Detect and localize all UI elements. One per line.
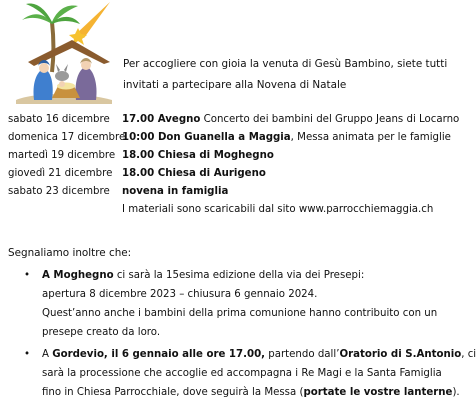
donkey-icon [55,64,69,81]
schedule-row [8,168,400,186]
schedule-event: 18.00 Chiesa di Moghegno [122,150,274,161]
place-moghegno: A Moghegno [42,270,114,281]
schedule-row [8,150,400,168]
intro-line-2: invitati a partecipare alla Novena di Natale [123,79,347,91]
list-item: • A Moghegno ci sarà la 15esima edizione della via dei Presepi: apertura 8 dicembre 2023 – chiusura 6 gennaio 2024. Quest’anno anche i bambini della prima comunione hanno contribuito con un presepe creato da loro. [22,266,394,342]
schedule-day: sabato 23 dicembre [8,186,110,197]
intro-line-1: Per accogliere con gioia la venuta di Gesù Bambino, siete tutti [123,58,448,70]
materials-note-row [8,204,434,222]
schedule-row [8,114,460,132]
announcements-list [22,266,476,402]
bullet-icon: • [24,270,31,281]
schedule-row [8,132,451,150]
schedule-day: martedì 19 dicembre [8,150,116,161]
novena-schedule [8,114,460,222]
schedule-day: domenica 17 dicembre [8,132,126,143]
also-heading: Segnaliamo inoltre che: [8,247,132,259]
schedule-event: 18.00 Chiesa di Aurigeno [122,168,266,179]
schedule-event: novena in famiglia [122,186,229,197]
nativity-illustration [14,0,114,104]
schedule-day: sabato 16 dicembre [8,114,110,125]
comet-star-icon [69,2,110,45]
schedule-day: giovedì 21 dicembre [8,168,113,179]
schedule-event: 10:00 Don Guanella a Maggia, Messa animata per le famiglie [122,132,451,143]
schedule-event: 17.00 Avegno Concerto dei bambini del Gruppo Jeans di Locarno [122,114,460,125]
list-item: • A Gordevio, il 6 gennaio alle ore 17.00, partendo dall’Oratorio di S.Antonio, ci sarà la processione che accoglie ed accompagna i Re Magi e la Santa Famiglia fino in Chiesa Parrocchiale, dove seguirà la Messa (portate le vostre lanterne). [22,345,394,402]
mary-figure [33,60,52,100]
schedule-row [8,186,400,204]
materials-note: I materiali sono scaricabili dal sito www.parrocchiemaggia.ch [122,204,434,215]
joseph-figure [75,58,96,100]
bullet-icon: • [24,349,31,360]
intro-text [123,54,448,96]
